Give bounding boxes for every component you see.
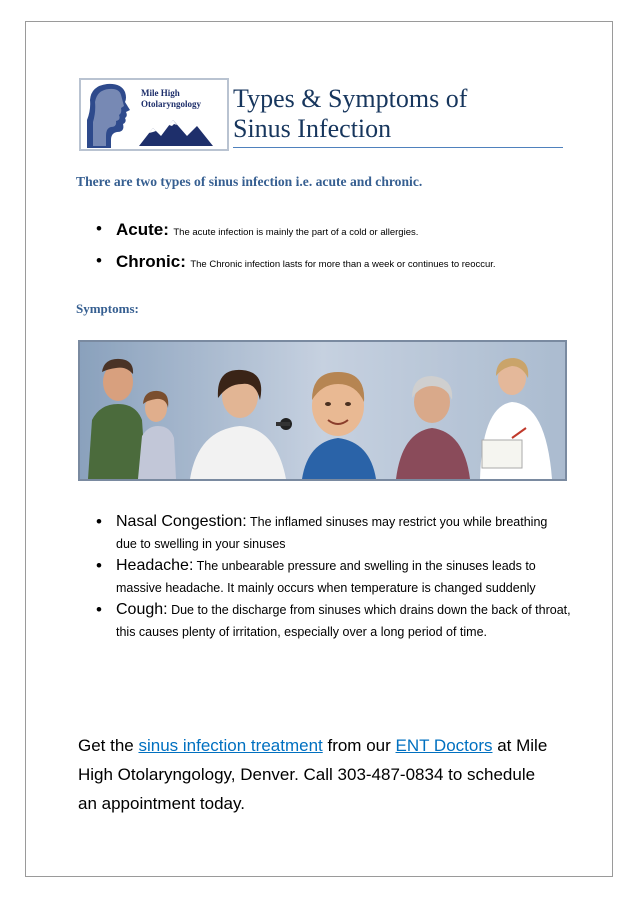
cta-text-2: from our — [322, 736, 396, 755]
photo-illustration — [80, 342, 565, 479]
symptoms-list — [96, 511, 571, 643]
title-line-1: Types & Symptoms of — [233, 84, 468, 113]
intro-text: There are two types of sinus infection i.e. acute and chronic. — [76, 174, 423, 189]
call-to-action — [78, 731, 558, 818]
sinus-treatment-link[interactable]: sinus infection treatment — [138, 736, 323, 755]
logo-text — [141, 88, 201, 110]
list-item — [96, 599, 571, 643]
symptom-description: Due to the discharge from sinuses which drains down the back of throat, this causes plenty of irritation, especially over a long period of time. — [116, 603, 571, 639]
type-description: The acute infection is mainly the part of a cold or allergies. — [173, 227, 419, 238]
symptom-term: Headache: — [116, 557, 194, 574]
symptom-term: Nasal Congestion: — [116, 513, 247, 530]
cta-text-3: at Mile High Otolaryngology, Denver. Call 303-487-0834 to schedule an appointment today. — [78, 736, 548, 813]
doctor-patient-photo — [78, 340, 567, 481]
symptoms-heading: Symptoms: — [76, 301, 139, 316]
type-term: Acute: — [116, 220, 169, 239]
logo-line-1: Mile High — [141, 88, 180, 98]
logo — [79, 78, 229, 151]
infection-types-list — [96, 220, 496, 284]
logo-line-2: Otolaryngology — [141, 99, 201, 109]
symptom-description: The inflamed sinuses may restrict you while breathing due to swelling in your sinuses — [116, 515, 548, 551]
list-item — [96, 252, 496, 284]
symptom-term: Cough: — [116, 601, 168, 618]
cta-text-1: Get the — [78, 736, 139, 755]
list-item — [96, 220, 496, 252]
title-line-2: Sinus Infection — [233, 114, 392, 143]
title-underline — [233, 147, 563, 148]
type-description: The Chronic infection lasts for more than a week or continues to reoccur. — [190, 259, 496, 270]
ent-doctors-link[interactable]: ENT Doctors — [395, 736, 493, 755]
list-item — [96, 511, 571, 555]
type-term: Chronic: — [116, 252, 186, 271]
page-title — [233, 84, 563, 144]
list-item — [96, 555, 571, 599]
symptom-description: The unbearable pressure and swelling in the sinuses leads to massive headache. It mainly occurs when temperature is changed suddenly — [116, 559, 536, 595]
